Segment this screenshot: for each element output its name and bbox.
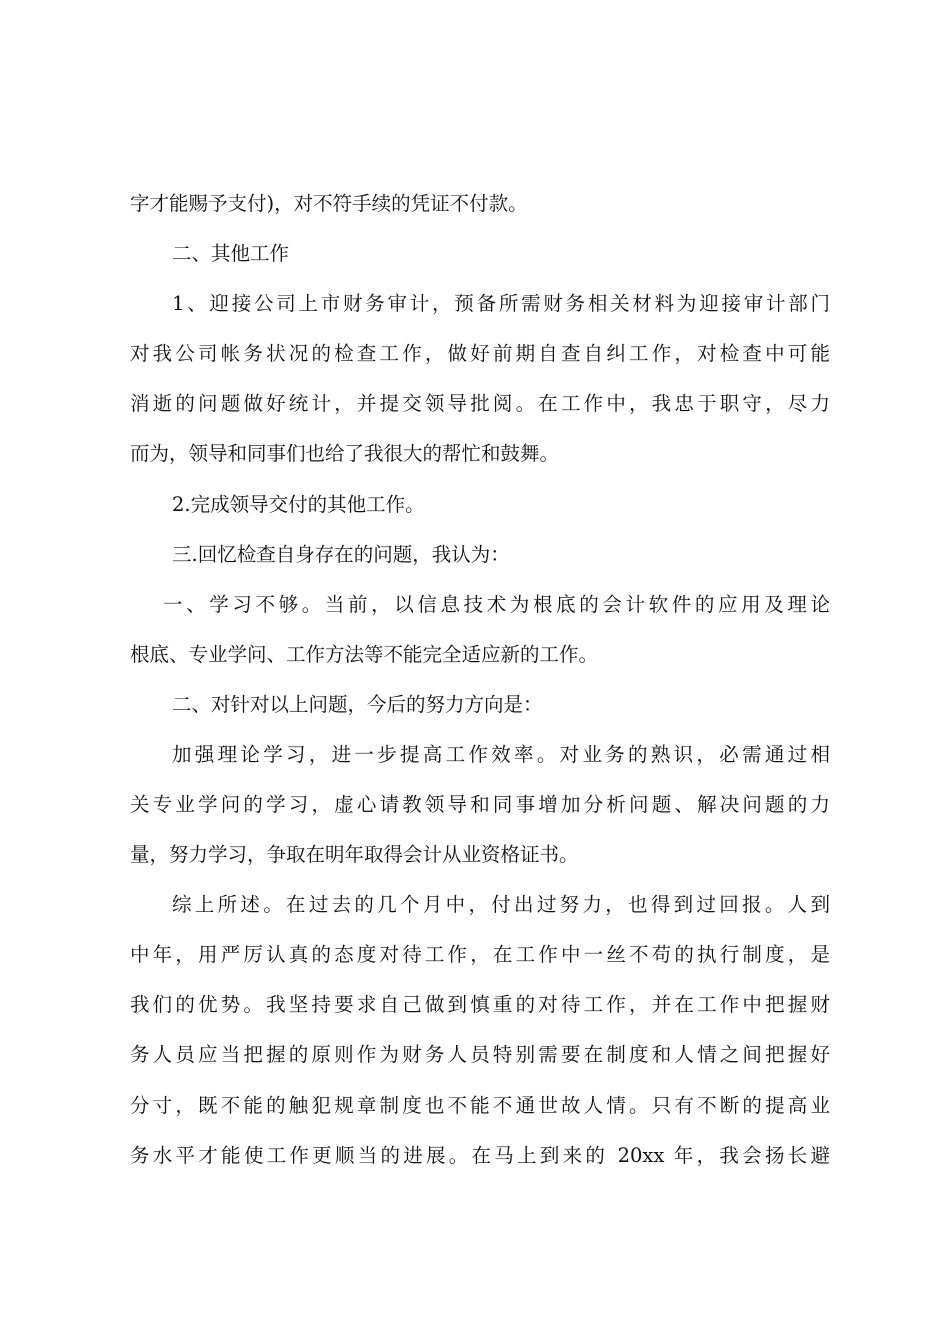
text-line: 一、学习不够。当前，以信息技术为根底的会计软件的应用及理论 xyxy=(163,593,830,616)
text-line: 我们的优势。我坚持要求自己做到慎重的对待工作，并在工作中把握财 xyxy=(130,993,830,1016)
text-line: 关专业学问的学习，虚心请教领导和同事增加分析问题、解决问题的力 xyxy=(130,793,830,816)
text-line: 对我公司帐务状况的检查工作，做好前期自查自纠工作，对检查中可能 xyxy=(130,342,830,365)
text-line: 综上所述。在过去的几个月中，付出过努力，也得到过回报。人到 xyxy=(172,893,830,916)
text-line: 务水平才能使工作更顺当的进展。在马上到来的 20xx 年，我会扬长避 xyxy=(130,1144,830,1167)
text-line: 字才能赐予支付)，对不符手续的凭证不付款。 xyxy=(130,192,528,215)
text-line: 根底、专业学问、工作方法等不能完全适应新的工作。 xyxy=(130,643,599,666)
text-line: 2.完成领导交付的其他工作。 xyxy=(172,493,425,516)
text-line: 务人员应当把握的原则作为财务人员特别需要在制度和人情之间把握好 xyxy=(130,1043,830,1066)
text-line: 加强理论学习，进一步提高工作效率。对业务的熟识，必需通过相 xyxy=(172,743,830,766)
text-line: 1、迎接公司上市财务审计，预备所需财务相关材料为迎接审计部门 xyxy=(172,292,830,315)
text-line: 量，努力学习，争取在明年取得会计从业资格证书。 xyxy=(130,843,579,866)
section-heading: 三.回忆检查自身存在的问题，我认为： xyxy=(172,543,510,566)
text-line: 而为，领导和同事们也给了我很大的帮忙和鼓舞。 xyxy=(130,442,560,465)
text-line: 分寸，既不能的触犯规章制度也不能不通世故人情。只有不断的提高业 xyxy=(130,1094,830,1117)
text-line: 二、对针对以上问题，今后的努力方向是： xyxy=(172,693,543,716)
text-line: 中年，用严厉认真的态度对待工作，在工作中一丝不苟的执行制度，是 xyxy=(130,943,830,966)
text-line: 消逝的问题做好统计，并提交领导批阅。在工作中，我忠于职守，尽力 xyxy=(130,392,830,415)
section-heading: 二、其他工作 xyxy=(172,242,290,265)
